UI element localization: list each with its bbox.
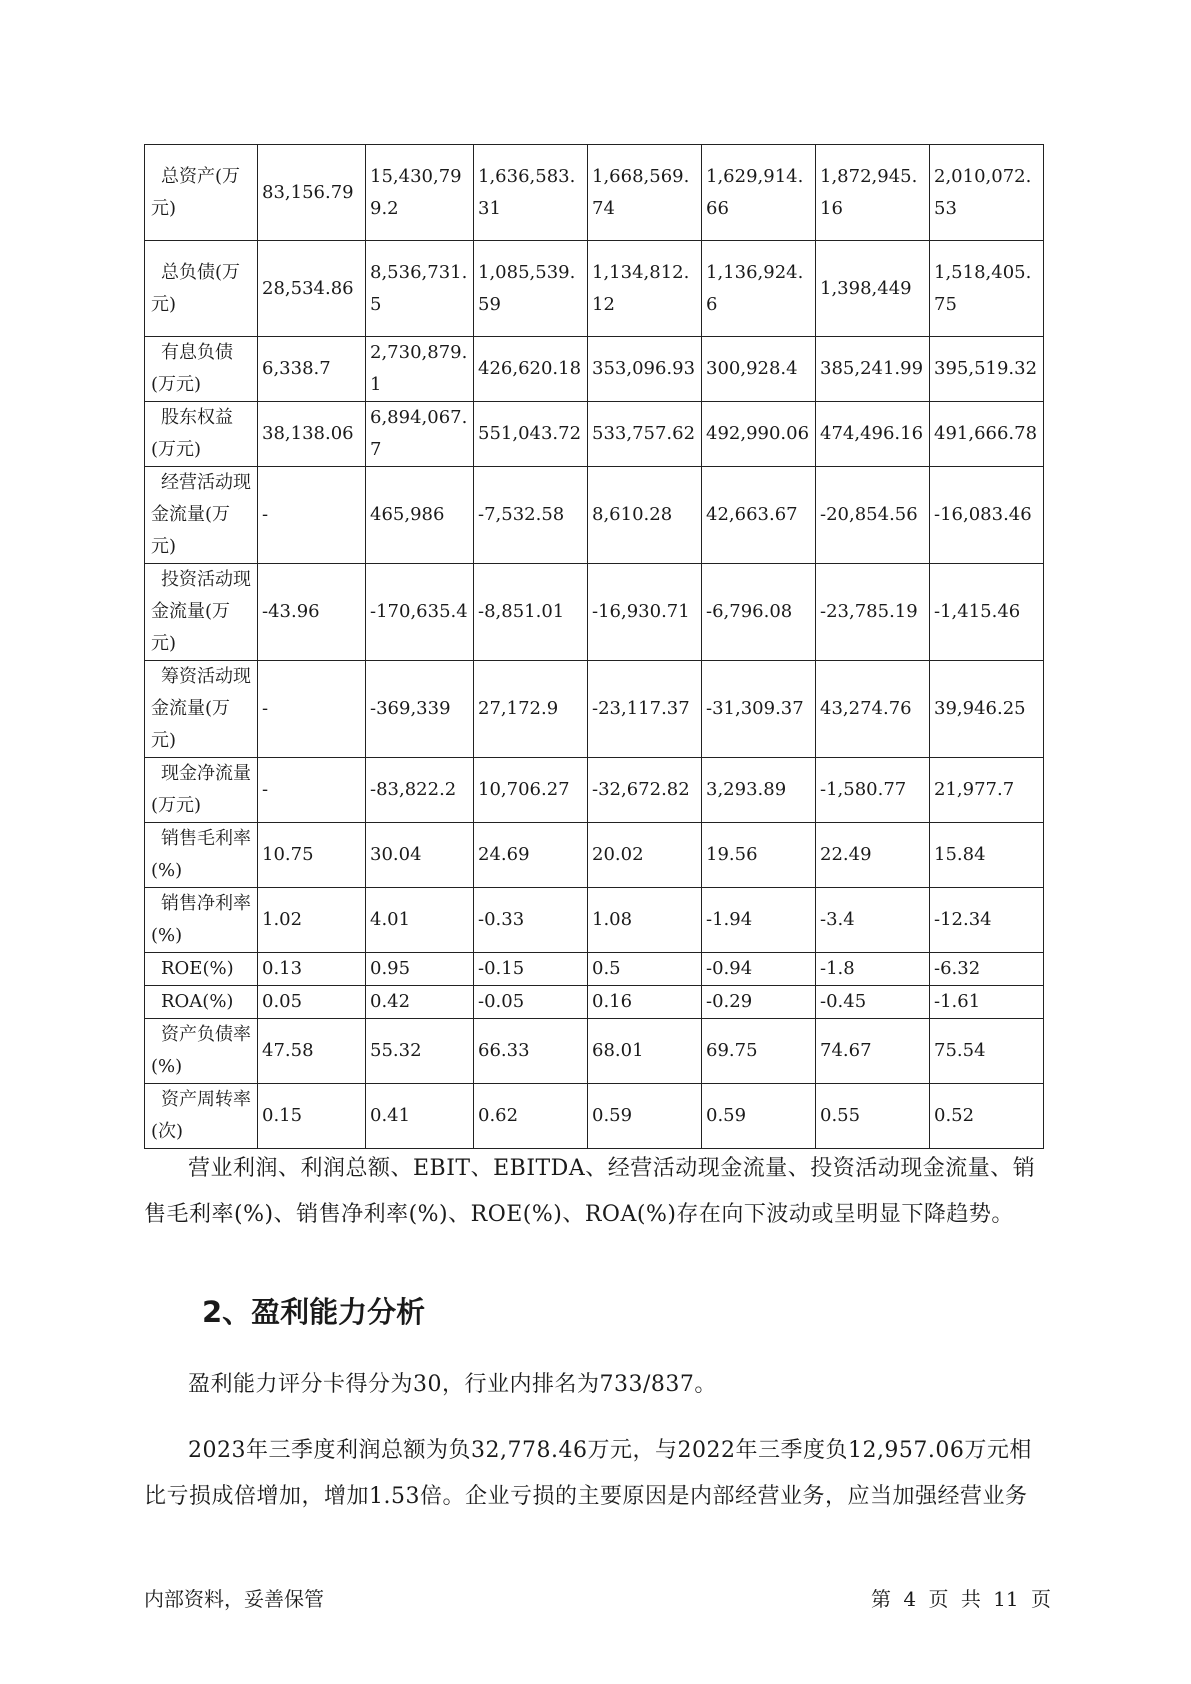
table-cell: 426,620.18 bbox=[474, 337, 588, 402]
table-row bbox=[145, 241, 1044, 337]
financial-indicators-table bbox=[144, 144, 1044, 1149]
table-cell: -6.32 bbox=[930, 953, 1044, 986]
table-cell: 1,872,945.16 bbox=[816, 145, 930, 241]
row-label: 资产周转率(次) bbox=[145, 1084, 258, 1149]
table-row bbox=[145, 823, 1044, 888]
row-label: 筹资活动现金流量(万元) bbox=[145, 661, 258, 758]
table-cell: -1,415.46 bbox=[930, 564, 1044, 661]
table-cell: 42,663.67 bbox=[702, 467, 816, 564]
table-cell: 4.01 bbox=[366, 888, 474, 953]
table-cell: - bbox=[258, 758, 366, 823]
table-row bbox=[145, 758, 1044, 823]
table-cell: -8,851.01 bbox=[474, 564, 588, 661]
table-cell: 30.04 bbox=[366, 823, 474, 888]
table-cell: 1.08 bbox=[588, 888, 702, 953]
table-cell: 0.95 bbox=[366, 953, 474, 986]
table-row bbox=[145, 564, 1044, 661]
table-cell: -170,635.4 bbox=[366, 564, 474, 661]
table-cell: -3.4 bbox=[816, 888, 930, 953]
table-cell: 0.5 bbox=[588, 953, 702, 986]
row-label: 经营活动现金流量(万元) bbox=[145, 467, 258, 564]
table-cell: -32,672.82 bbox=[588, 758, 702, 823]
row-label: 现金净流量(万元) bbox=[145, 758, 258, 823]
table-cell: 1,136,924.6 bbox=[702, 241, 816, 337]
table-cell: -0.15 bbox=[474, 953, 588, 986]
table-cell: 69.75 bbox=[702, 1019, 816, 1084]
table-cell: 75.54 bbox=[930, 1019, 1044, 1084]
table-cell: 8,610.28 bbox=[588, 467, 702, 564]
table-row bbox=[145, 1019, 1044, 1084]
row-label: ROA(%) bbox=[145, 986, 258, 1019]
row-label: 股东权益(万元) bbox=[145, 402, 258, 467]
table-cell: - bbox=[258, 661, 366, 758]
table-cell: 353,096.93 bbox=[588, 337, 702, 402]
table-row bbox=[145, 661, 1044, 758]
table-cell: -16,930.71 bbox=[588, 564, 702, 661]
table-cell: 0.16 bbox=[588, 986, 702, 1019]
row-label: 销售毛利率(%) bbox=[145, 823, 258, 888]
table-row bbox=[145, 467, 1044, 564]
table-cell: -31,309.37 bbox=[702, 661, 816, 758]
table-cell: -20,854.56 bbox=[816, 467, 930, 564]
table-cell: -1.61 bbox=[930, 986, 1044, 1019]
row-label: 销售净利率(%) bbox=[145, 888, 258, 953]
table-cell: 492,990.06 bbox=[702, 402, 816, 467]
table-cell: -0.45 bbox=[816, 986, 930, 1019]
table-cell: -6,796.08 bbox=[702, 564, 816, 661]
table-cell: 10.75 bbox=[258, 823, 366, 888]
table-cell: -7,532.58 bbox=[474, 467, 588, 564]
row-label: 有息负债(万元) bbox=[145, 337, 258, 402]
table-cell: 385,241.99 bbox=[816, 337, 930, 402]
table-cell: 0.13 bbox=[258, 953, 366, 986]
table-cell: 55.32 bbox=[366, 1019, 474, 1084]
table-row bbox=[145, 145, 1044, 241]
table-cell: 15.84 bbox=[930, 823, 1044, 888]
table-cell: 0.41 bbox=[366, 1084, 474, 1149]
table-cell: 0.52 bbox=[930, 1084, 1044, 1149]
table-cell: 551,043.72 bbox=[474, 402, 588, 467]
table-cell: 20.02 bbox=[588, 823, 702, 888]
table-cell: -0.29 bbox=[702, 986, 816, 1019]
table-cell: -16,083.46 bbox=[930, 467, 1044, 564]
row-label: 投资活动现金流量(万元) bbox=[145, 564, 258, 661]
table-cell: 0.62 bbox=[474, 1084, 588, 1149]
table-body bbox=[145, 145, 1044, 1149]
table-cell: -0.05 bbox=[474, 986, 588, 1019]
table-cell: -0.94 bbox=[702, 953, 816, 986]
table-cell: -23,117.37 bbox=[588, 661, 702, 758]
table-cell: -43.96 bbox=[258, 564, 366, 661]
table-cell: -12.34 bbox=[930, 888, 1044, 953]
row-label: 资产负债率(%) bbox=[145, 1019, 258, 1084]
table-cell: 0.15 bbox=[258, 1084, 366, 1149]
table-cell: 3,293.89 bbox=[702, 758, 816, 823]
table-cell: 6,894,067.7 bbox=[366, 402, 474, 467]
table-cell: 491,666.78 bbox=[930, 402, 1044, 467]
table-cell: 0.59 bbox=[702, 1084, 816, 1149]
footer-page-number: 第 4 页 共 11 页 bbox=[871, 1587, 1051, 1611]
summary-paragraph: 营业利润、利润总额、EBIT、EBITDA、经营活动现金流量、投资活动现金流量、销售毛利率(%)、销售净利率(%)、ROE(%)、ROA(%)存在向下波动或呈明显下降趋势。 bbox=[144, 1156, 1036, 1227]
table-cell: 2,010,072.53 bbox=[930, 145, 1044, 241]
table-cell: 2,730,879.1 bbox=[366, 337, 474, 402]
table-cell: 38,138.06 bbox=[258, 402, 366, 467]
row-label: ROE(%) bbox=[145, 953, 258, 986]
table-cell: 0.59 bbox=[588, 1084, 702, 1149]
table-cell: 24.69 bbox=[474, 823, 588, 888]
table-cell: 83,156.79 bbox=[258, 145, 366, 241]
table-cell: -0.33 bbox=[474, 888, 588, 953]
table-cell: 1,398,449 bbox=[816, 241, 930, 337]
table-cell: 8,536,731.5 bbox=[366, 241, 474, 337]
table-cell: 66.33 bbox=[474, 1019, 588, 1084]
table-cell: 533,757.62 bbox=[588, 402, 702, 467]
table-cell: 6,338.7 bbox=[258, 337, 366, 402]
table-cell: 43,274.76 bbox=[816, 661, 930, 758]
table-cell: - bbox=[258, 467, 366, 564]
table-cell: 1,085,539.59 bbox=[474, 241, 588, 337]
table-cell: 395,519.32 bbox=[930, 337, 1044, 402]
footer-confidential-note: 内部资料，妥善保管 bbox=[144, 1587, 324, 1611]
table-row bbox=[145, 402, 1044, 467]
table-cell: 19.56 bbox=[702, 823, 816, 888]
table-cell: 28,534.86 bbox=[258, 241, 366, 337]
table-cell: 1,629,914.66 bbox=[702, 145, 816, 241]
table-cell: 21,977.7 bbox=[930, 758, 1044, 823]
table-row bbox=[145, 953, 1044, 986]
table-cell: 22.49 bbox=[816, 823, 930, 888]
row-label: 总负债(万元) bbox=[145, 241, 258, 337]
table-cell: 474,496.16 bbox=[816, 402, 930, 467]
table-cell: 465,986 bbox=[366, 467, 474, 564]
table-cell: 1,134,812.12 bbox=[588, 241, 702, 337]
table-cell: 68.01 bbox=[588, 1019, 702, 1084]
table-cell: 1.02 bbox=[258, 888, 366, 953]
table-cell: -23,785.19 bbox=[816, 564, 930, 661]
profit-paragraph: 2023年三季度利润总额为负32,778.46万元，与2022年三季度负12,957.06万元相比亏损成倍增加，增加1.53倍。企业亏损的主要原因是内部经营业务，应当加强经营业务 bbox=[144, 1438, 1032, 1509]
table-cell: 74.67 bbox=[816, 1019, 930, 1084]
table-cell: 47.58 bbox=[258, 1019, 366, 1084]
table-cell: 0.42 bbox=[366, 986, 474, 1019]
table-cell: -1.94 bbox=[702, 888, 816, 953]
table-cell: 10,706.27 bbox=[474, 758, 588, 823]
table-cell: 1,518,405.75 bbox=[930, 241, 1044, 337]
table-cell: 300,928.4 bbox=[702, 337, 816, 402]
table-row bbox=[145, 1084, 1044, 1149]
table-cell: 0.55 bbox=[816, 1084, 930, 1149]
score-paragraph: 盈利能力评分卡得分为30，行业内排名为733/837。 bbox=[188, 1372, 717, 1397]
table-cell: 1,668,569.74 bbox=[588, 145, 702, 241]
table-cell: 1,636,583.31 bbox=[474, 145, 588, 241]
section-heading: 2、盈利能力分析 bbox=[202, 1295, 426, 1329]
table-cell: 39,946.25 bbox=[930, 661, 1044, 758]
table-cell: 15,430,799.2 bbox=[366, 145, 474, 241]
table-row bbox=[145, 888, 1044, 953]
table-cell: -1.8 bbox=[816, 953, 930, 986]
table-cell: -369,339 bbox=[366, 661, 474, 758]
table-row bbox=[145, 337, 1044, 402]
table-row bbox=[145, 986, 1044, 1019]
table-cell: -83,822.2 bbox=[366, 758, 474, 823]
row-label: 总资产(万元) bbox=[145, 145, 258, 241]
table-cell: 27,172.9 bbox=[474, 661, 588, 758]
table-cell: -1,580.77 bbox=[816, 758, 930, 823]
table-cell: 0.05 bbox=[258, 986, 366, 1019]
